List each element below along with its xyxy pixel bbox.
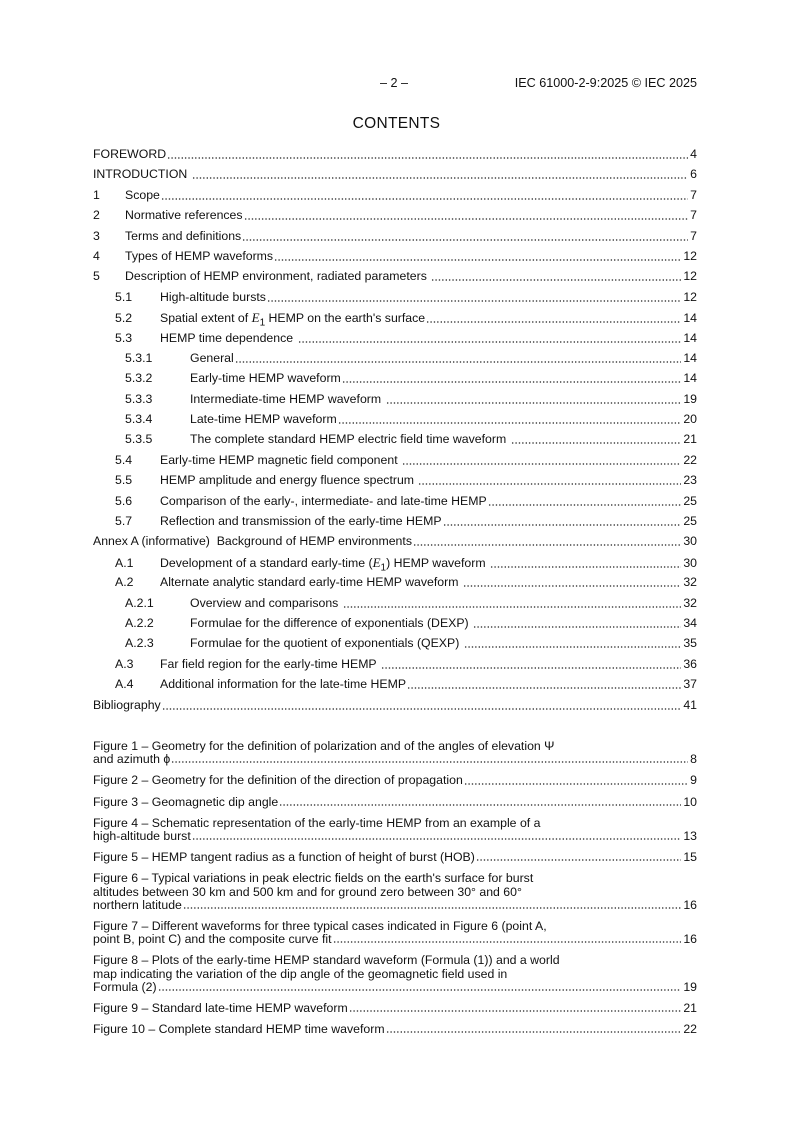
toc-entry[interactable]: [93, 227, 697, 247]
page-ref: 10: [683, 794, 697, 809]
page-ref: 13: [683, 829, 697, 844]
section-number: A.2: [115, 575, 134, 590]
toc-entry[interactable]: [93, 430, 697, 450]
page-ref: 14: [683, 330, 697, 345]
toc-entry[interactable]: [93, 614, 697, 634]
leader-dots: [386, 1031, 682, 1033]
page-ref: 34: [683, 615, 697, 630]
page-ref: 22: [683, 452, 697, 467]
leader-dots: [473, 626, 681, 628]
entry-title[interactable]: [125, 249, 682, 264]
page-ref: 12: [683, 248, 697, 263]
section-number: 5.7: [115, 514, 133, 529]
entry-title[interactable]: [190, 371, 682, 386]
toc-entry[interactable]: [93, 471, 697, 491]
math-symbol: $E_1$: [372, 554, 387, 574]
toc-entry[interactable]: [93, 655, 697, 675]
toc-entry[interactable]: [93, 594, 697, 614]
section-number: 5.6: [115, 493, 133, 508]
figure-entry[interactable]: [93, 1023, 697, 1036]
page-ref: 35: [683, 636, 697, 651]
entry-title[interactable]: [125, 229, 689, 244]
leader-dots: [511, 442, 682, 444]
page-ref: 12: [683, 289, 697, 304]
title-text: Formulae for the difference of exponentials (DEXP): [190, 615, 473, 630]
toc-entry[interactable]: [93, 696, 697, 716]
section-number: A.3: [115, 656, 134, 671]
section-number: 2: [93, 208, 100, 223]
toc-entry[interactable]: [93, 492, 697, 512]
leader-dots: [192, 177, 688, 179]
toc-entry[interactable]: [93, 165, 697, 185]
page-ref: 19: [683, 979, 697, 994]
title-text: Description of HEMP environment, radiated parameters: [125, 269, 431, 284]
figure-title-line: map indicating the variation of the dip angle of the geomagnetic field used in: [93, 966, 508, 981]
leader-dots: [274, 259, 681, 261]
section-number: 5.3.3: [125, 391, 153, 406]
leader-dots: [279, 804, 681, 806]
leader-dots: [464, 646, 682, 648]
section-number: 5.3: [115, 330, 133, 345]
entry-title[interactable]: [160, 453, 682, 468]
toc-entry[interactable]: [93, 267, 697, 287]
page-ref: 41: [683, 697, 697, 712]
toc-entry[interactable]: [93, 532, 697, 552]
figure-title-line: Figure 5 – HEMP tangent radius as a function of height of burst (HOB): [93, 850, 475, 865]
section-number: A.2.1: [125, 595, 154, 610]
page-number: – 2 –: [380, 76, 409, 90]
leader-dots: [418, 483, 681, 485]
title-text: FOREWORD: [93, 147, 167, 161]
entry-title[interactable]: [93, 534, 682, 549]
entry-title[interactable]: [190, 616, 682, 631]
entry-title[interactable]: [190, 412, 682, 427]
leader-dots: [476, 859, 681, 861]
leader-dots: [464, 783, 688, 785]
leader-dots: [162, 708, 682, 710]
section-number: 5.1: [115, 289, 133, 304]
leader-dots: [402, 463, 681, 465]
leader-dots: [235, 361, 682, 363]
toc-entry[interactable]: [93, 390, 697, 410]
figure-entry[interactable]: [93, 851, 697, 864]
page-ref: 36: [683, 656, 697, 671]
figure-entry[interactable]: [93, 1002, 697, 1015]
leader-dots: [171, 761, 688, 763]
entry-title[interactable]: [160, 494, 682, 509]
figure-title-line: Figure 9 – Standard late-time HEMP waveform: [93, 1001, 348, 1016]
page-ref: 9: [690, 773, 697, 788]
page-ref: 4: [690, 147, 697, 161]
section-number: 5.4: [115, 452, 133, 467]
figure-entry[interactable]: [93, 740, 697, 766]
section-number: A.1: [115, 555, 134, 570]
entry-title[interactable]: [160, 514, 682, 529]
figure-title-line: altitudes between 30 km and 500 km and for ground zero between 30° and 60°: [93, 884, 522, 899]
section-number: A.2.2: [125, 615, 154, 630]
entry-title[interactable]: [93, 167, 689, 182]
title-text: The complete standard HEMP electric field time waveform: [190, 432, 510, 447]
section-number: 5.2: [115, 311, 133, 326]
page-ref: 16: [683, 932, 697, 947]
toc-entry[interactable]: [93, 329, 697, 349]
leader-dots: [407, 687, 681, 689]
figure-entry[interactable]: [93, 774, 697, 787]
toc-entry[interactable]: [93, 349, 697, 369]
entry-title[interactable]: [160, 473, 682, 488]
figure-entry[interactable]: [93, 872, 697, 912]
title-text: HEMP time dependence: [160, 330, 297, 345]
entry-title[interactable]: [160, 331, 682, 346]
entry-title[interactable]: [190, 351, 682, 366]
toc-entry[interactable]: [93, 247, 697, 267]
page-ref: 15: [683, 850, 697, 865]
toc-entry[interactable]: [93, 369, 697, 389]
page-ref: 22: [683, 1022, 697, 1037]
figure-title-line: Figure 8 – Plots of the early-time HEMP standard waveform (Formula (1)) and a world: [93, 953, 560, 968]
title-text: ) HEMP waveform: [386, 555, 490, 570]
toc-entry[interactable]: [93, 451, 697, 471]
section-number: 3: [93, 228, 100, 243]
figure-title-line: Figure 6 – Typical variations in peak electric fields on the earth's surface for burst: [93, 871, 534, 886]
title-text: Additional information for the late-time HEMP: [160, 677, 407, 692]
entry-title[interactable]: [190, 392, 682, 407]
entry-title[interactable]: [160, 554, 682, 574]
toc-entry[interactable]: [93, 186, 697, 206]
figure-entry[interactable]: [93, 954, 697, 994]
leader-dots: [463, 585, 681, 587]
leader-dots: [343, 606, 682, 608]
toc-entry[interactable]: [93, 553, 697, 573]
entry-title[interactable]: [190, 432, 682, 447]
title-text: Late-time HEMP waveform: [190, 412, 337, 427]
title-text: HEMP amplitude and energy fluence spectrum: [160, 473, 418, 488]
math-symbol: $E_1$: [251, 310, 266, 329]
entry-title[interactable]: [160, 310, 682, 329]
title-text: Early-time HEMP waveform: [190, 371, 341, 386]
title-text: General: [190, 350, 234, 365]
leader-dots: [381, 667, 681, 669]
entry-title[interactable]: [125, 188, 689, 203]
section-number: 5.3.1: [125, 350, 153, 365]
figure-entry[interactable]: [93, 817, 697, 843]
page-ref: 7: [690, 187, 697, 202]
leader-dots: [242, 239, 688, 241]
entry-title[interactable]: [160, 290, 682, 305]
figure-title-line: point B, point C) and the composite curve fit: [93, 932, 332, 947]
figure-title-line: Figure 2 – Geometry for the definition of the direction of propagation: [93, 773, 463, 788]
title-text: Reflection and transmission of the early-time HEMP: [160, 514, 442, 529]
section-number: 5.5: [115, 473, 133, 488]
leader-dots: [244, 218, 689, 220]
title-text: Alternate analytic standard early-time HEMP waveform: [160, 575, 462, 590]
page-ref: 8: [690, 752, 697, 767]
entry-title[interactable]: [190, 596, 682, 611]
figure-entry[interactable]: [93, 920, 697, 946]
title-text: Early-time HEMP magnetic field component: [160, 452, 402, 467]
entry-title[interactable]: [160, 657, 682, 672]
page-ref: 30: [683, 534, 697, 549]
title-text: INTRODUCTION: [93, 167, 191, 182]
list-of-figures: [93, 740, 697, 1044]
toc-entry[interactable]: [93, 206, 697, 226]
entry-title[interactable]: [93, 698, 682, 713]
title-text: HEMP on the earth's surface: [265, 311, 426, 326]
page-ref: 14: [683, 350, 697, 365]
leader-dots: [183, 907, 681, 909]
document-id: IEC 61000-2-9:2025 © IEC 2025: [514, 76, 697, 90]
leader-dots: [349, 1010, 682, 1012]
figure-title-line: Figure 4 – Schematic representation of the early-time HEMP from an example of a: [93, 815, 541, 830]
page-ref: 32: [683, 575, 697, 590]
page-ref: 37: [683, 677, 697, 692]
leader-dots: [298, 341, 682, 343]
title-text: Scope: [125, 187, 160, 202]
toc-entry[interactable]: [93, 288, 697, 308]
section-number: 5.3.4: [125, 412, 153, 427]
leader-dots: [443, 524, 682, 526]
leader-dots: [167, 157, 688, 159]
title-text: Formulae for the quotient of exponentials (QEXP): [190, 636, 463, 651]
toc-entry[interactable]: [93, 573, 697, 593]
entry-title[interactable]: [160, 677, 682, 692]
section-number: 1: [93, 187, 100, 202]
section-number: A.4: [115, 677, 134, 692]
title-text: Bibliography: [93, 697, 161, 712]
section-number: 5: [93, 269, 100, 284]
toc-entry[interactable]: [93, 308, 697, 328]
leader-dots: [490, 566, 681, 568]
toc-entry[interactable]: [93, 634, 697, 654]
figure-title-line: northern latitude: [93, 897, 182, 912]
title-text: Terms and definitions: [125, 228, 242, 243]
page-ref: 30: [683, 555, 697, 570]
title-text: Annex A (informative) Background of HEMP environments: [93, 534, 412, 549]
entry-title[interactable]: [93, 147, 689, 162]
section-number: 5.3.5: [125, 432, 153, 447]
leader-dots: [488, 504, 682, 506]
leader-dots: [333, 941, 682, 943]
toc-entry[interactable]: [93, 512, 697, 532]
page-ref: 7: [690, 228, 697, 243]
title-text: Intermediate-time HEMP waveform: [190, 391, 385, 406]
figure-title-line: Formula (2): [93, 979, 157, 994]
title-text: High-altitude bursts: [160, 289, 266, 304]
title-text: Far field region for the early-time HEMP: [160, 656, 380, 671]
figure-title-line: Figure 3 – Geomagnetic dip angle: [93, 794, 279, 809]
page-title: CONTENTS: [352, 115, 441, 132]
page-ref: 25: [683, 514, 697, 529]
page-ref: 14: [683, 311, 697, 326]
entry-title[interactable]: [190, 636, 682, 651]
page-ref: 16: [683, 897, 697, 912]
figure-title-line: Figure 1 – Geometry for the definition of polarization and of the angles of elevation Ψ: [93, 739, 555, 753]
toc-entry[interactable]: [93, 145, 697, 165]
page-ref: 23: [683, 473, 697, 488]
page-ref: 6: [690, 167, 697, 182]
page-ref: 25: [683, 493, 697, 508]
figure-title-line: and azimuth ϕ: [93, 752, 171, 767]
leader-dots: [426, 321, 681, 323]
entry-title[interactable]: [125, 269, 682, 284]
page-ref: 32: [683, 595, 697, 610]
figure-entry[interactable]: [93, 796, 697, 809]
leader-dots: [431, 279, 681, 281]
page-ref: 7: [690, 208, 697, 223]
page-ref: 12: [683, 269, 697, 284]
entry-title[interactable]: [125, 208, 689, 223]
page-ref: 19: [683, 391, 697, 406]
leader-dots: [338, 422, 682, 424]
leader-dots: [192, 838, 682, 840]
title-text: Types of HEMP waveforms: [125, 248, 274, 263]
leader-dots: [386, 402, 682, 404]
leader-dots: [342, 381, 682, 383]
leader-dots: [161, 198, 688, 200]
leader-dots: [413, 544, 681, 546]
page-ref: 20: [683, 412, 697, 427]
section-number: 5.3.2: [125, 371, 153, 386]
title-text: Overview and comparisons: [190, 595, 342, 610]
title-text: Normative references: [125, 208, 243, 223]
leader-dots: [267, 300, 681, 302]
page-ref: 21: [683, 432, 697, 447]
page-ref: 14: [683, 371, 697, 386]
toc-entry[interactable]: [93, 410, 697, 430]
title-text: Comparison of the early-, intermediate- and late-time HEMP: [160, 493, 487, 508]
title-text: Spatial extent of: [160, 311, 252, 326]
toc-entry[interactable]: [93, 675, 697, 695]
figure-title-line: Figure 7 – Different waveforms for three typical cases indicated in Figure 6 (point A,: [93, 919, 547, 934]
entry-title[interactable]: [160, 575, 682, 590]
section-number: 4: [93, 248, 100, 263]
table-of-contents: [93, 145, 697, 716]
figure-title-line: high-altitude burst: [93, 829, 191, 844]
leader-dots: [158, 989, 682, 991]
figure-title-line: Figure 10 – Complete standard HEMP time waveform: [93, 1022, 385, 1037]
page-ref: 21: [683, 1001, 697, 1016]
section-number: A.2.3: [125, 636, 154, 651]
title-text: Development of a standard early-time (: [160, 555, 373, 570]
